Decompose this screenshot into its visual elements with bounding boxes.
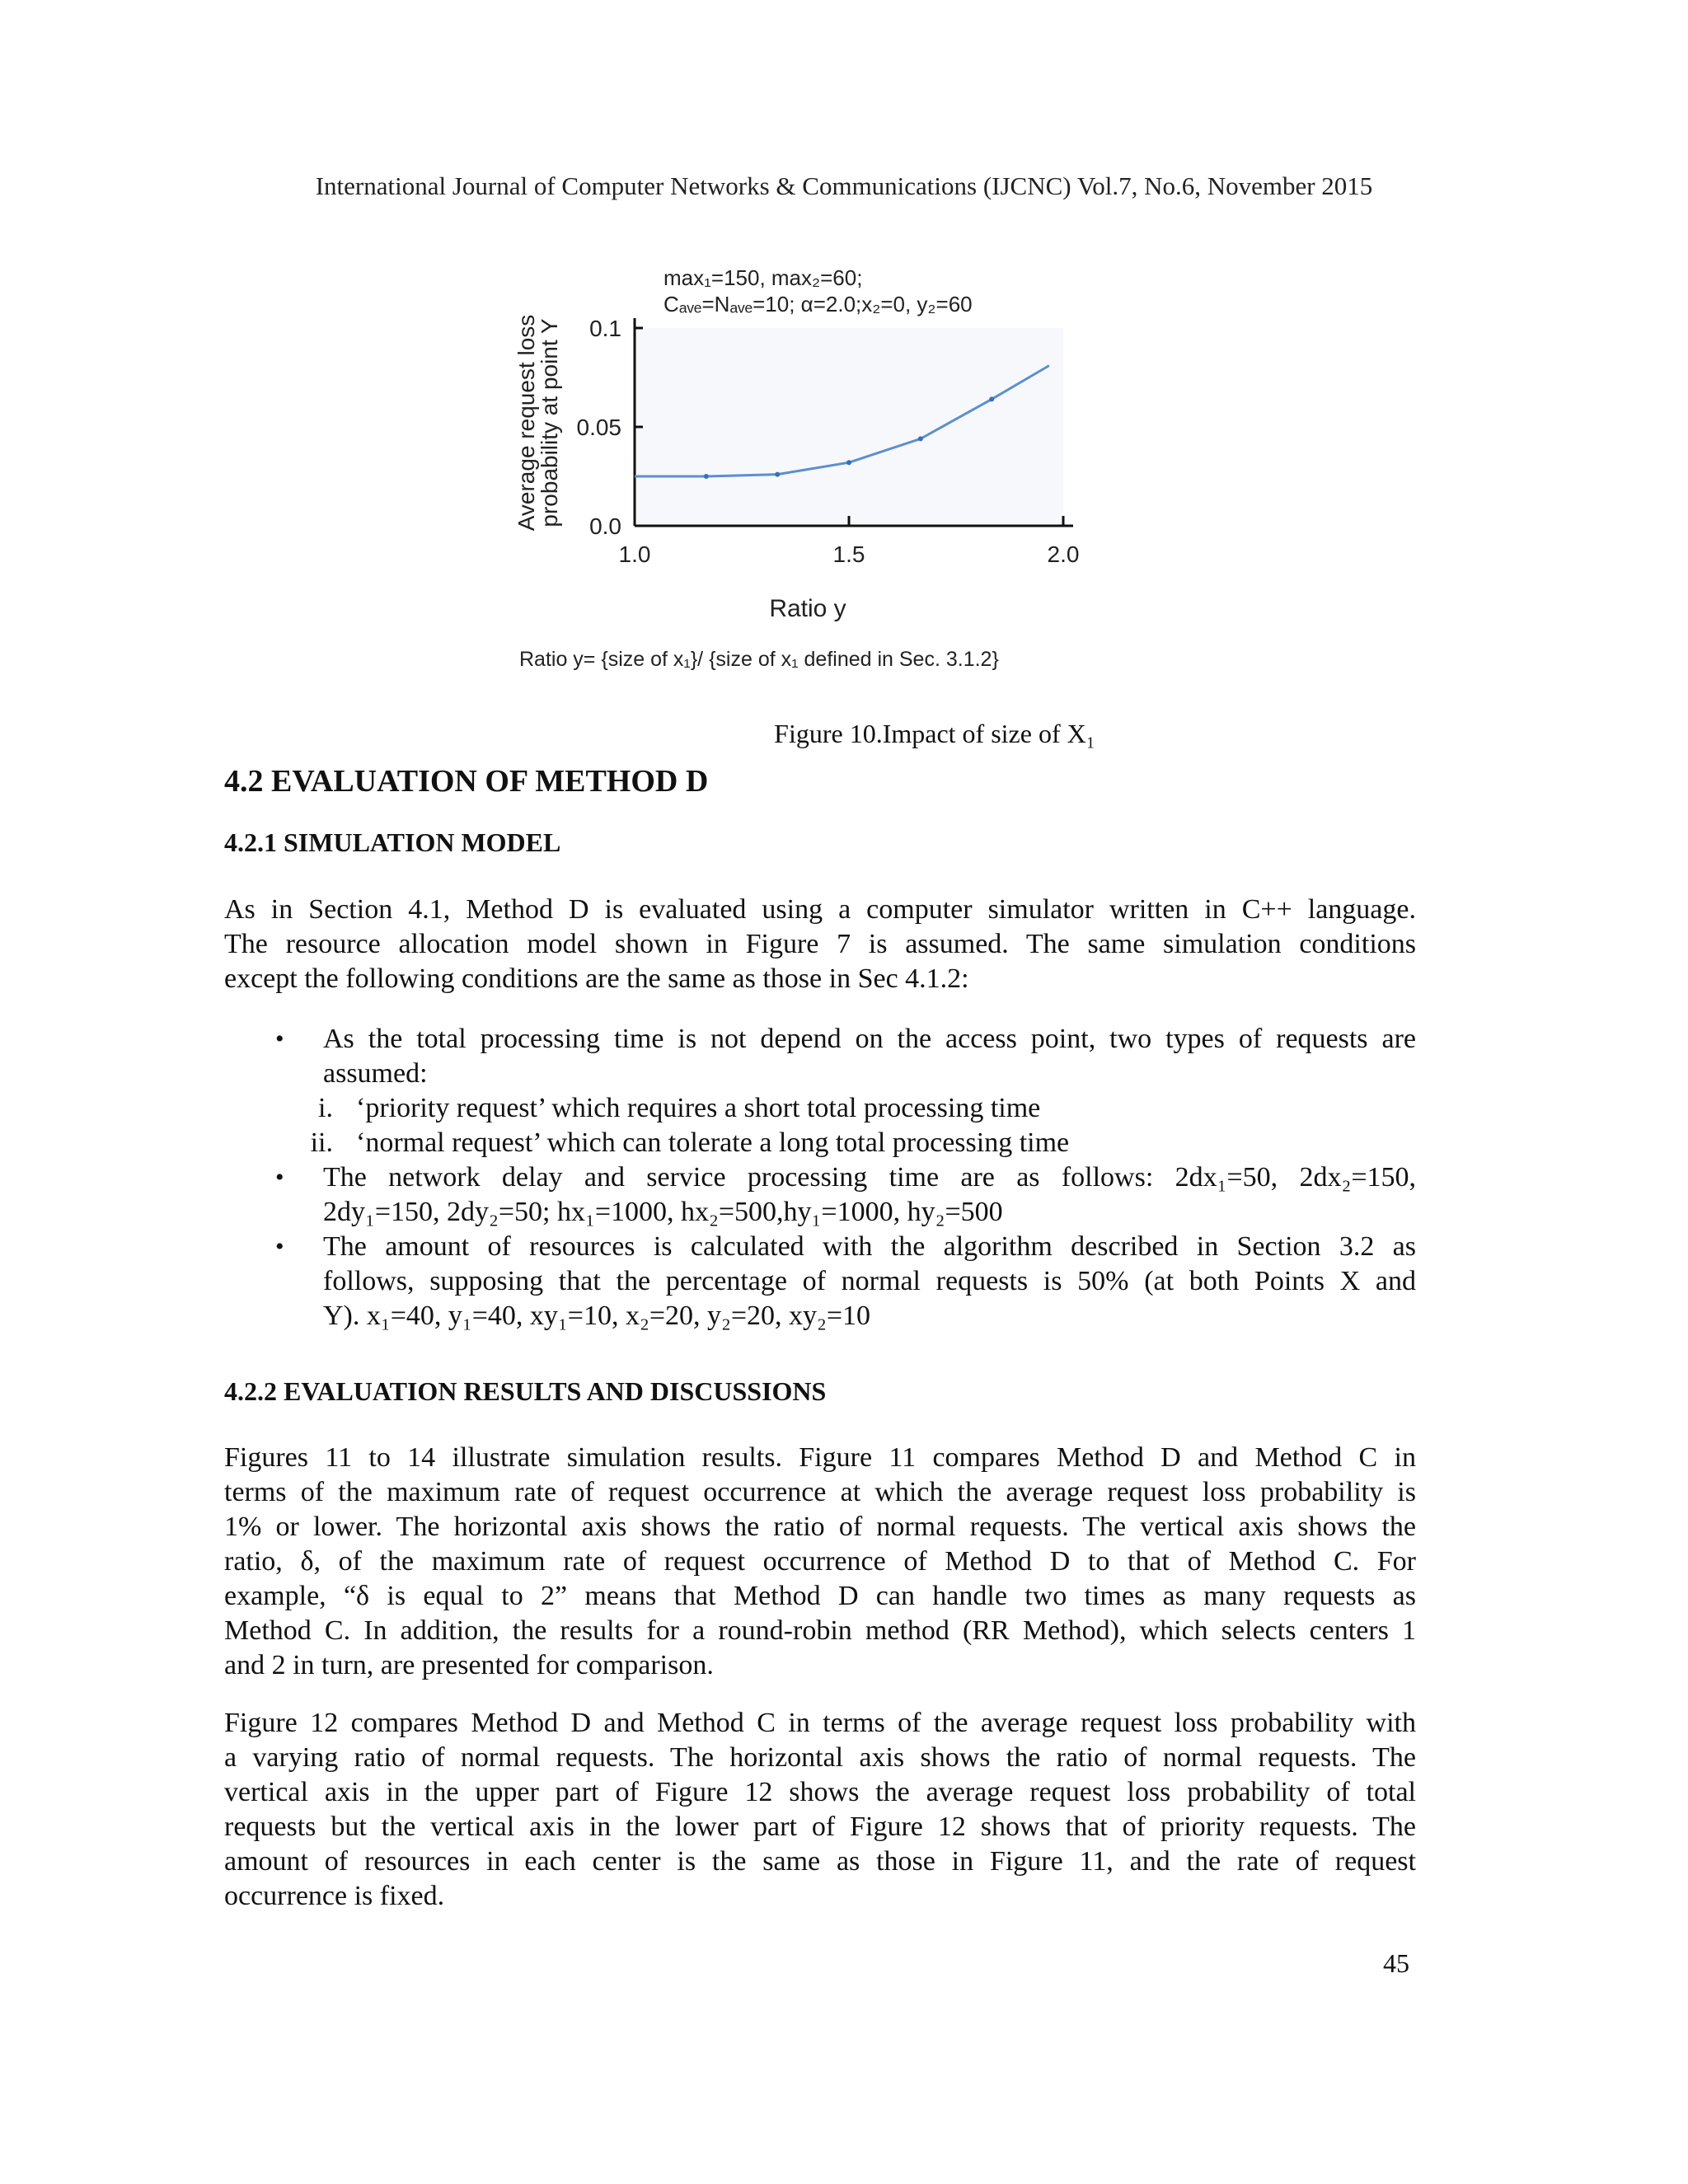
bullet-icon: • <box>275 1164 284 1191</box>
text-line: except the following conditions are the same as those in Sec 4.1.2: <box>224 963 969 994</box>
y-label-group <box>513 315 562 532</box>
section-title: 4.2 EVALUATION OF METHOD D <box>224 764 709 799</box>
chart-annotation-1: max₁=150, max₂=60; <box>663 265 863 290</box>
chart-annotation-2: Cₐᵥₑ=Nₐᵥₑ=10; α=2.0;x₂=0, y₂=60 <box>663 292 973 316</box>
list-item <box>224 1160 1416 1230</box>
sub-list-item <box>318 1091 1416 1126</box>
bullet-icon: • <box>275 1233 284 1260</box>
text-line: The network delay and service processing time are as follows: 2dx₁=50, 2dx₂=150, <box>323 1162 1416 1193</box>
text-line: occurrence is fixed. <box>224 1881 445 1911</box>
text-line: The amount of resources is calculated with the algorithm described in Section 3.2 as <box>323 1231 1416 1262</box>
text-line: terms of the maximum rate of request occurrence at which the average request loss probability is <box>224 1477 1416 1507</box>
text-line: As in Section 4.1, Method D is evaluated using a computer simulator written in C++ language. <box>224 894 1416 925</box>
text-line: The resource allocation model shown in Figure 7 is assumed. The same simulation conditions <box>224 929 1416 959</box>
bullet-icon: • <box>275 1025 284 1052</box>
sub-item-number: i. <box>318 1093 333 1123</box>
text-line: Figures 11 to 14 illustrate simulation results. Figure 11 compares Method D and Method C in <box>224 1442 1416 1473</box>
y-label-line: Average request loss <box>513 314 539 532</box>
text-line: a varying ratio of normal requests. The horizontal axis shows the ratio of normal requests. The <box>224 1742 1416 1773</box>
sub-item-number: ii. <box>310 1127 333 1158</box>
data-point <box>775 472 780 477</box>
plot-area <box>577 316 1080 567</box>
figure-10-chart <box>495 255 1154 692</box>
text-line: and 2 in turn, are presented for comparison. <box>224 1650 714 1680</box>
sub-item-text: ‘priority request’ which requires a short total processing time <box>356 1093 1041 1123</box>
list-item <box>224 1230 1416 1333</box>
journal-header: International Journal of Computer Networks & Communications (IJCNC) Vol.7, No.6, November 2015 <box>315 171 1373 200</box>
x-tick-label: 2.0 <box>1047 541 1080 567</box>
text-line: Y). x₁=40, y₁=40, xy₁=10, x₂=20, y₂=20, xy₂=10 <box>323 1301 871 1331</box>
data-point <box>846 460 851 465</box>
text-line: vertical axis in the upper part of Figure 12 shows the average request loss probability of total <box>224 1777 1416 1807</box>
x-axis-label: Ratio y <box>769 595 846 622</box>
y-tick-label: 0.0 <box>589 513 621 539</box>
paragraph-results-1 <box>224 1441 1416 1683</box>
page-number: 45 <box>1383 1948 1409 1978</box>
subsection-results: 4.2.2 EVALUATION RESULTS AND DISCUSSIONS <box>224 1376 827 1406</box>
text-line: As the total processing time is not depend on the access point, two types of requests are <box>323 1024 1416 1054</box>
paragraph-results-2 <box>224 1706 1416 1914</box>
text-line: requests but the vertical axis in the lower part of Figure 12 shows that of priority requests. The <box>224 1811 1416 1842</box>
data-point <box>989 396 994 401</box>
y-axis-label <box>513 315 562 532</box>
x-tick-label: 1.5 <box>832 541 865 567</box>
data-point <box>704 474 709 479</box>
text-line: follows, supposing that the percentage of normal requests is 50% (at both Points X and <box>323 1266 1416 1296</box>
conditions-list <box>224 1022 1416 1333</box>
x-tick-label: 1.0 <box>618 541 651 567</box>
text-line: example, “δ is equal to 2” means that Method D can handle two times as many requests as <box>224 1581 1416 1611</box>
chart-note: Ratio y= {size of x₁}/ {size of x₁ defined in Sec. 3.1.2} <box>519 648 999 671</box>
sub-item-text: ‘normal request’ which can tolerate a long total processing time <box>356 1127 1070 1158</box>
paragraph-simulation <box>224 893 1416 996</box>
text-line: 2dy₁=150, 2dy₂=50; hx₁=1000, hx₂=500,hy₁=1000, hy₂=500 <box>323 1197 1003 1227</box>
text-line: 1% or lower. The horizontal axis shows the ratio of normal requests. The vertical axis shows the <box>224 1511 1416 1542</box>
text-line: amount of resources in each center is the same as those in Figure 11, and the rate of request <box>224 1846 1416 1877</box>
plot-background <box>635 328 1063 526</box>
subsection-simulation-model: 4.2.1 SIMULATION MODEL <box>224 827 561 857</box>
list-item <box>224 1022 1416 1160</box>
text-line: assumed: <box>323 1058 428 1089</box>
y-tick-label: 0.1 <box>589 316 621 341</box>
sub-list-item <box>310 1126 1416 1160</box>
figure-caption: Figure 10.Impact of size of X₁ <box>774 719 1095 748</box>
text-line: ratio, δ, of the maximum rate of request occurrence of Method D to that of Method C. For <box>224 1546 1416 1577</box>
text-line: Method C. In addition, the results for a round-robin method (RR Method), which selects centers 1 <box>224 1615 1416 1646</box>
data-point <box>918 436 923 441</box>
y-tick-label: 0.05 <box>576 415 621 440</box>
text-line: Figure 12 compares Method D and Method C in terms of the average request loss probability with <box>224 1708 1416 1738</box>
y-label-line: probability at point Y <box>537 318 562 527</box>
